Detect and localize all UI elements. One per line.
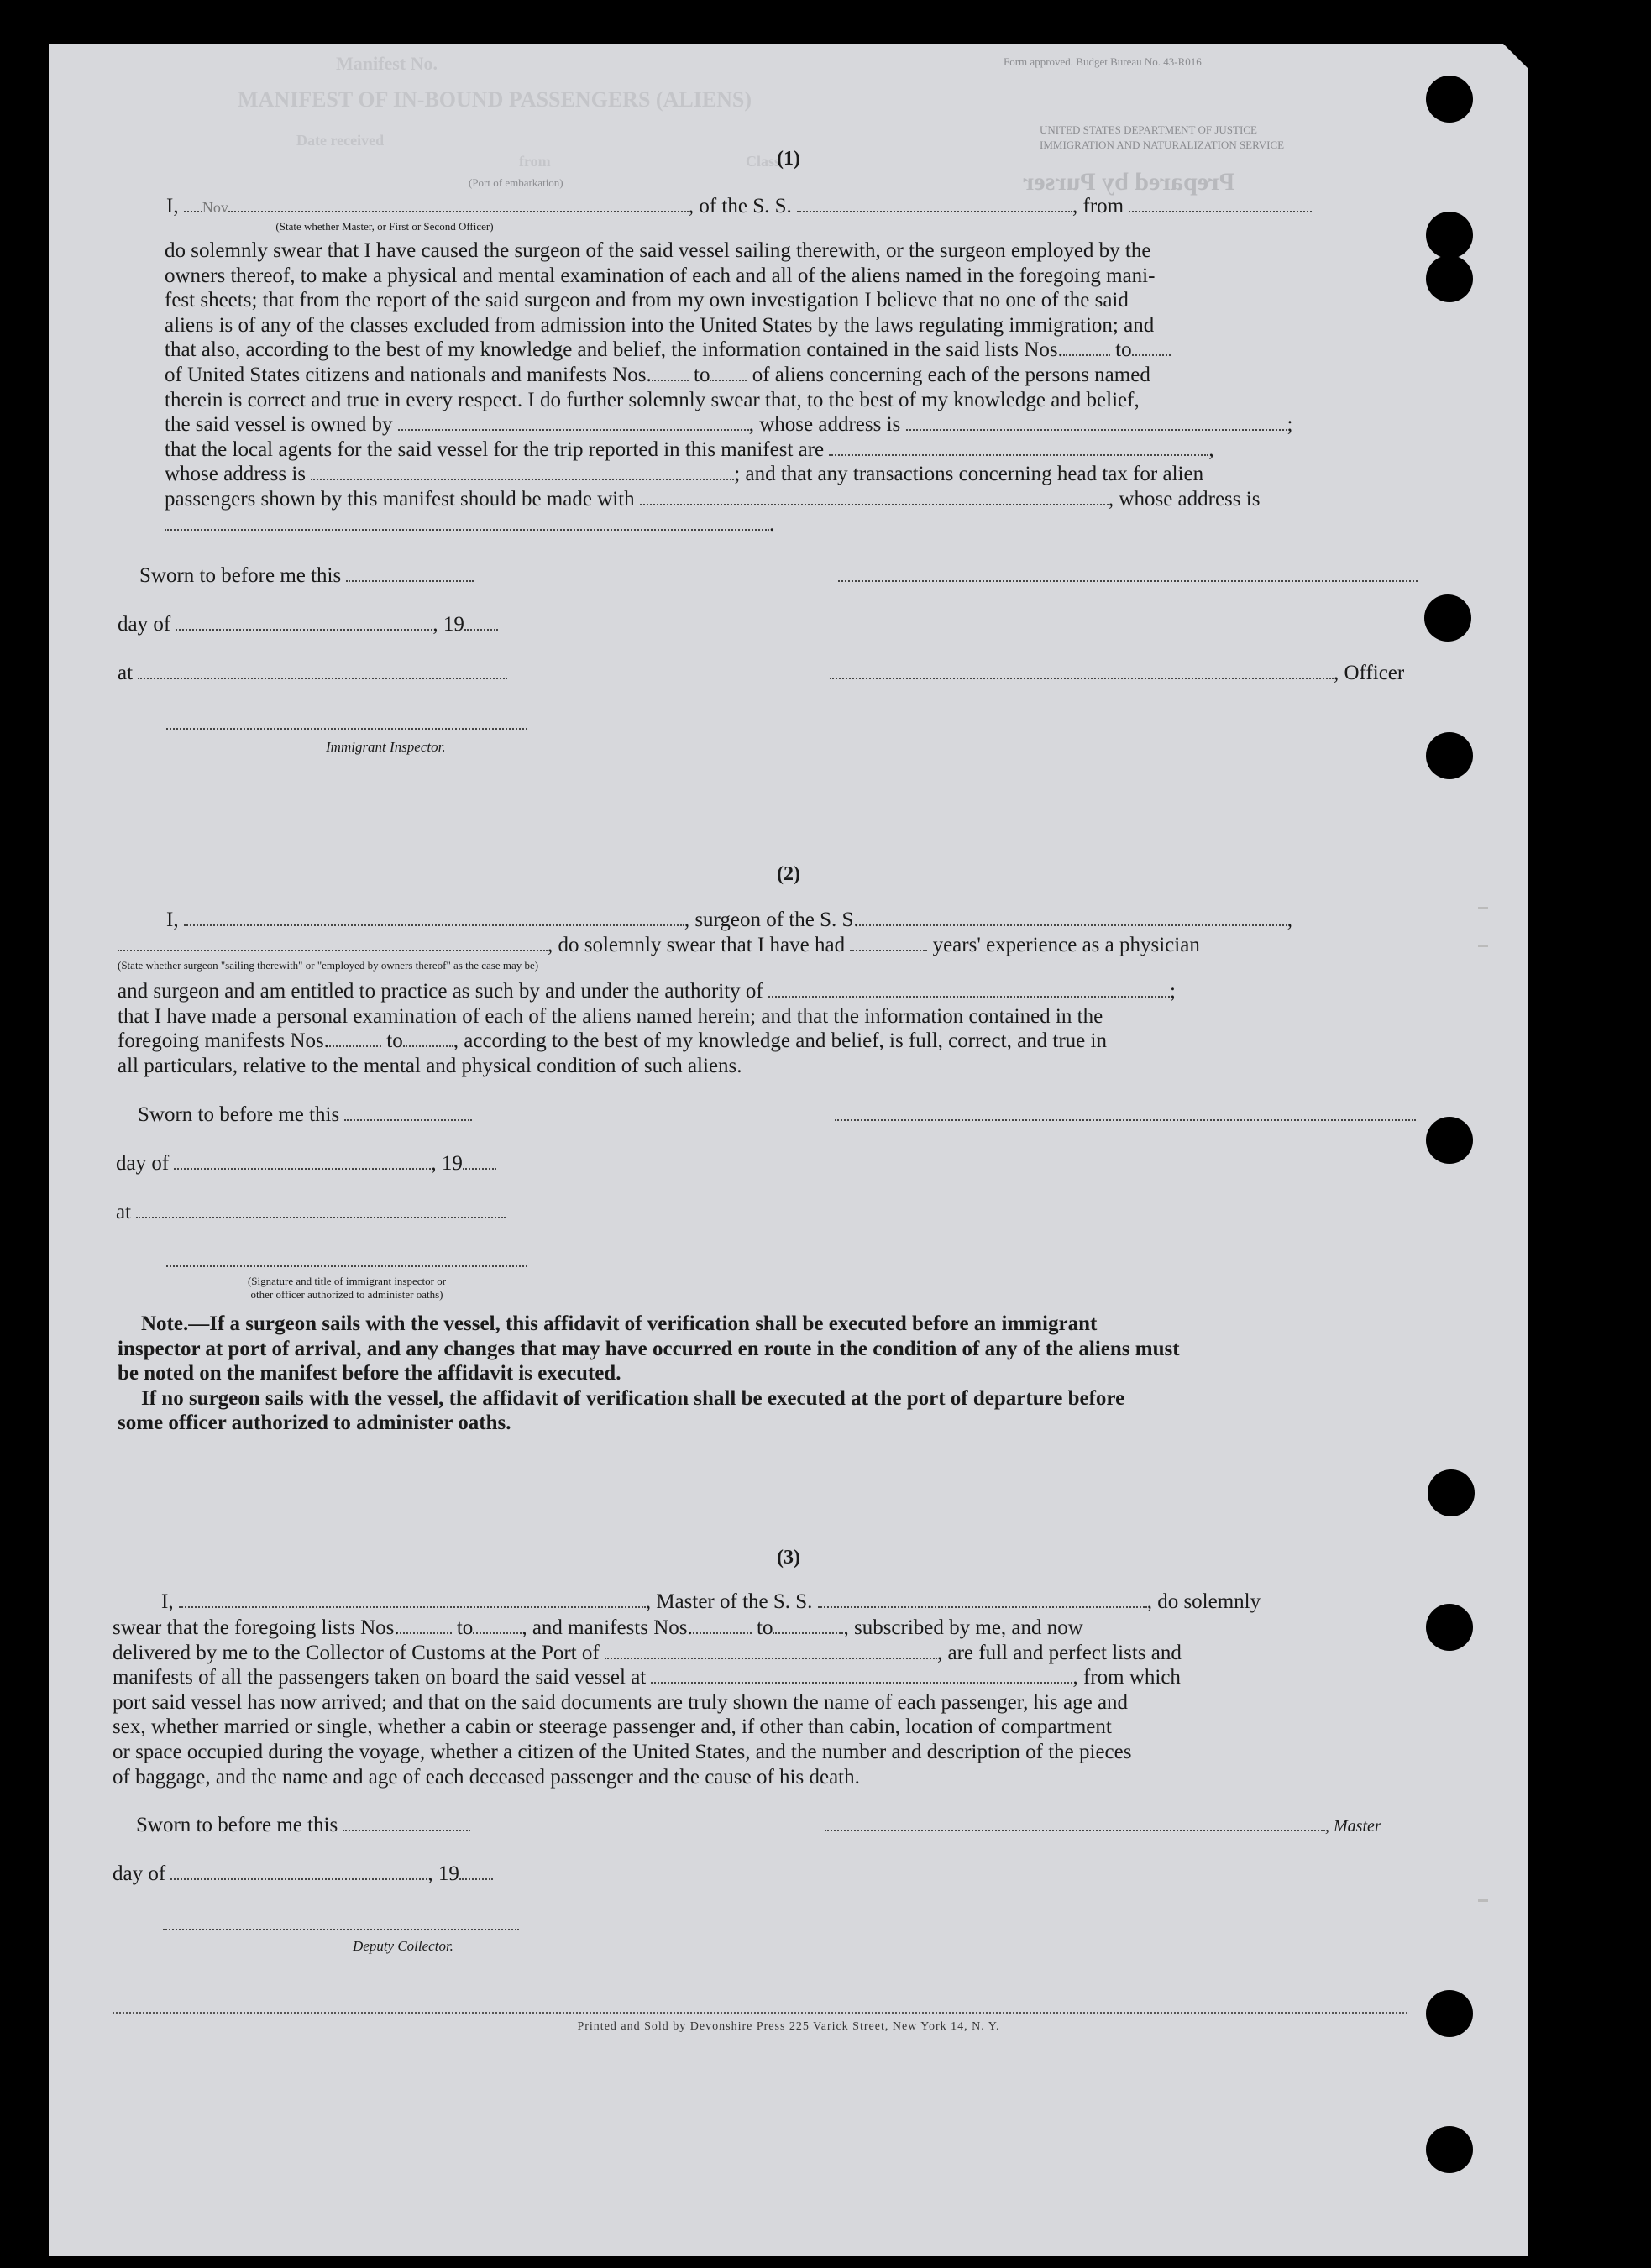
footer-rule (113, 2012, 1407, 2014)
section-3-sworn: Sworn to before me this (136, 1814, 470, 1837)
class-label: Class (746, 153, 781, 170)
service-label: IMMIGRATION AND NATURALIZATION SERVICE (1040, 139, 1285, 151)
form-page (49, 44, 1528, 2256)
date-received-label: Date received (296, 132, 385, 149)
section-2-inspector-line (166, 1249, 527, 1273)
section-1-officer-caption: (State whether Master, or First or Second Officer) (275, 220, 494, 233)
section-1-number: (1) (777, 148, 800, 170)
section-2-day-of: day of , 19 (116, 1152, 496, 1176)
binder-hole-3 (1426, 255, 1473, 302)
section-1-oath-line: I, Nov , of the S. S. , from (166, 195, 1312, 218)
margin-mark-1 (1478, 907, 1488, 909)
section-3-oath-line: I, , Master of the S. S. , do solemnly (161, 1590, 1261, 1613)
section-1-day-of: day of , 19 (118, 613, 498, 636)
section-1-officer-line: , Officer (830, 662, 1404, 685)
binder-hole-6 (1426, 1117, 1473, 1164)
section-2-signature-line (835, 1103, 1416, 1127)
section-2-sworn: Sworn to before me this (138, 1103, 472, 1127)
section-2-surgeon-caption: (State whether surgeon "sailing therewith" or "employed by owners thereof" as the case may be) (118, 959, 539, 972)
section-3-deputy-line (163, 1913, 519, 1936)
section-2-body: and surgeon and am entitled to practice as such by and under the authority of ; that I have made a personal examination of each of the aliens named herein; and that the information contained in the foregoing manifests Nos. to , according to the best of my knowledge and belief, is full, correct, and true in all particulars, relative to the mental and physical condition of such aliens. (118, 980, 1176, 1077)
binder-hole-5 (1426, 732, 1473, 779)
manifest-no-label: Manifest No. (336, 53, 438, 74)
section-3-day-of: day of , 19 (113, 1862, 493, 1886)
section-1-signature-line (838, 564, 1418, 588)
binder-hole-1 (1426, 76, 1473, 123)
margin-mark-3 (1478, 1899, 1488, 1902)
section-3-body: swear that the foregoing lists Nos. to , and manifests Nos. to , subscribed by me, and now delivered by me to the Collector of Customs at the Port of , are full and perfect lists and manifests of all the passengers taken on board the said vessel at , from which port said vessel has now arrived; and that on the said documents are truly shown the name of each passenger, his age and sex, whether married or single, whether a cabin or steerage passenger and, if other than cabin, location of compartment or space occupied during the voyage, whether a citizen of the United States, and the number and description of the pieces of baggage, and the name and age of each deceased passenger and the cause of his death. (113, 1616, 1182, 1789)
note-block: Note.—If a surgeon sails with the vessel, this affidavit of verification shall be executed before an immigrant inspector at port of arrival, and any changes that may have occurred en route in the condition of any of the aliens must be noted on the manifest before the affidavit is executed. If no surgeon sails with the vessel, the affidavit of verification shall be executed at the port of departure before some officer authorized to administer oaths. (118, 1312, 1180, 1435)
section-1-sworn: Sworn to before me this (139, 564, 474, 588)
from-label-ghost: from (519, 153, 551, 170)
section-2-oath-line: I, , surgeon of the S. S. , (166, 909, 1292, 931)
form-approved-note: Form approved. Budget Bureau No. 43-R016 (1004, 55, 1202, 68)
section-1-inspector-line (166, 712, 527, 736)
section-1-at: at (118, 662, 507, 685)
port-embarkation-caption: (Port of embarkation) (469, 176, 563, 189)
binder-hole-2 (1426, 212, 1473, 259)
department-label: UNITED STATES DEPARTMENT OF JUSTICE (1040, 123, 1257, 136)
binder-hole-4 (1424, 594, 1471, 642)
immigrant-inspector-label: Immigrant Inspector. (326, 739, 446, 755)
section-2-signature-caption: (Signature and title of immigrant inspector or other officer authorized to administer oaths) (247, 1275, 447, 1301)
margin-mark-2 (1478, 945, 1488, 947)
section-2-swear-line: , do solemnly swear that I have had years' experience as a physician (118, 934, 1200, 957)
section-2-number: (2) (777, 863, 800, 885)
binder-hole-7 (1428, 1469, 1475, 1516)
binder-hole-10 (1426, 2126, 1473, 2173)
section-3-master-line: , Master (825, 1814, 1381, 1837)
printer-credit: Printed and Sold by Devonshire Press 225 Varick Street, New York 14, N. Y. (577, 2020, 1000, 2033)
section-3-number: (3) (777, 1547, 800, 1569)
manifest-title: MANIFEST OF IN-BOUND PASSENGERS (ALIENS) (238, 87, 752, 112)
deputy-collector-label: Deputy Collector. (353, 1938, 453, 1954)
prepared-by-purser: Prepared by Purser (1023, 168, 1235, 196)
binder-hole-8 (1426, 1604, 1473, 1651)
section-1-body: do solemnly swear that I have caused the surgeon of the said vessel sailing therewith, or the surgeon employed by the owners thereof, to make a physical and mental examination of each and all of the aliens named in the foregoing mani- fest sheets; that from the report of the said surgeon and from my own investigation I believe that no one of the said aliens is of any of the classes excluded from admission into the United States by the laws regulating immigration; and that also, according to the best of my knowledge and belief, the information contained in the said lists Nos. to of United States citizens and nationals and manifests Nos. to of aliens concerning each of the persons named therein is correct and true in every respect. I do further solemnly swear that, to the best of my knowledge and belief, the said vessel is owned by , whose address is ; that the local agents for the said vessel for the trip reported in this manifest are , whose address is ; and that any transactions concerning head tax for alien passengers shown by this manifest should be made with , whose address is . (165, 239, 1293, 536)
section-2-at: at (116, 1201, 506, 1224)
